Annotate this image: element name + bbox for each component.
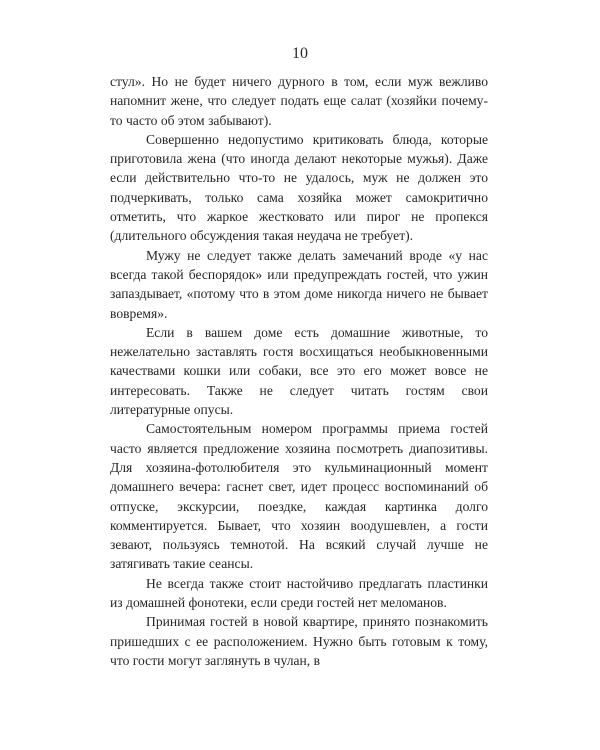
- body-text: [110, 72, 488, 670]
- paragraph-5: Самостоятельным номером программы приема гостей часто является предложение хозяина посмотреть диапозитивы. Для хозяина-фотолюбителя это кульминационный момент домашнего вечера: гаснет свет, идет процесс воспоминаний об отпуске, экскурсии, поездке, каждая картинка долго комментируется. Бывает, что хозяин воодушевлен, а гости зевают, пользуясь темнотой. На всякий случай лучше не затягивать такие сеансы.: [110, 421, 488, 572]
- paragraph-3: Мужу не следует также делать замечаний вроде «у нас всегда такой беспорядок» или предупреждать гостей, что ужин запаздывает, «потому что в этом доме никогда ничего не бывает вовремя».: [110, 247, 488, 321]
- paragraph-4: Если в вашем доме есть домашние животные, то нежелательно заставлять гостя восхищаться необыкновенными качествами кошки или собаки, все это его может вовсе не интересовать. Также не следует читать гостям свои литературные опусы.: [110, 324, 488, 418]
- paragraph-2: Совершенно недопустимо критиковать блюда, которые приготовила жена (что иногда делают некоторые мужья). Даже если действительно что-то не удалось, муж не должен это подчеркивать, только сама хозяйка может самокритично отметить, что жаркое жестковато или пирог не пропекся (длительного обсуждения такая неудача не требует).: [110, 131, 488, 244]
- paragraph-1: стул». Но не будет ничего дурного в том, если муж вежливо напомнит жене, что следует подать еще салат (хозяйки почему-то часто об этом забывают).: [110, 74, 488, 128]
- paragraph-6: Не всегда также стоит настойчиво предлагать пластинки из домашней фонотеки, если среди гостей нет меломанов.: [110, 575, 488, 611]
- page-number: 10: [292, 45, 308, 62]
- paragraph-7: Принимая гостей в новой квартире, принято познакомить пришедших с ее расположением. Нужно быть готовым к тому, что гости могут заглянуть в чулан, в: [110, 614, 488, 668]
